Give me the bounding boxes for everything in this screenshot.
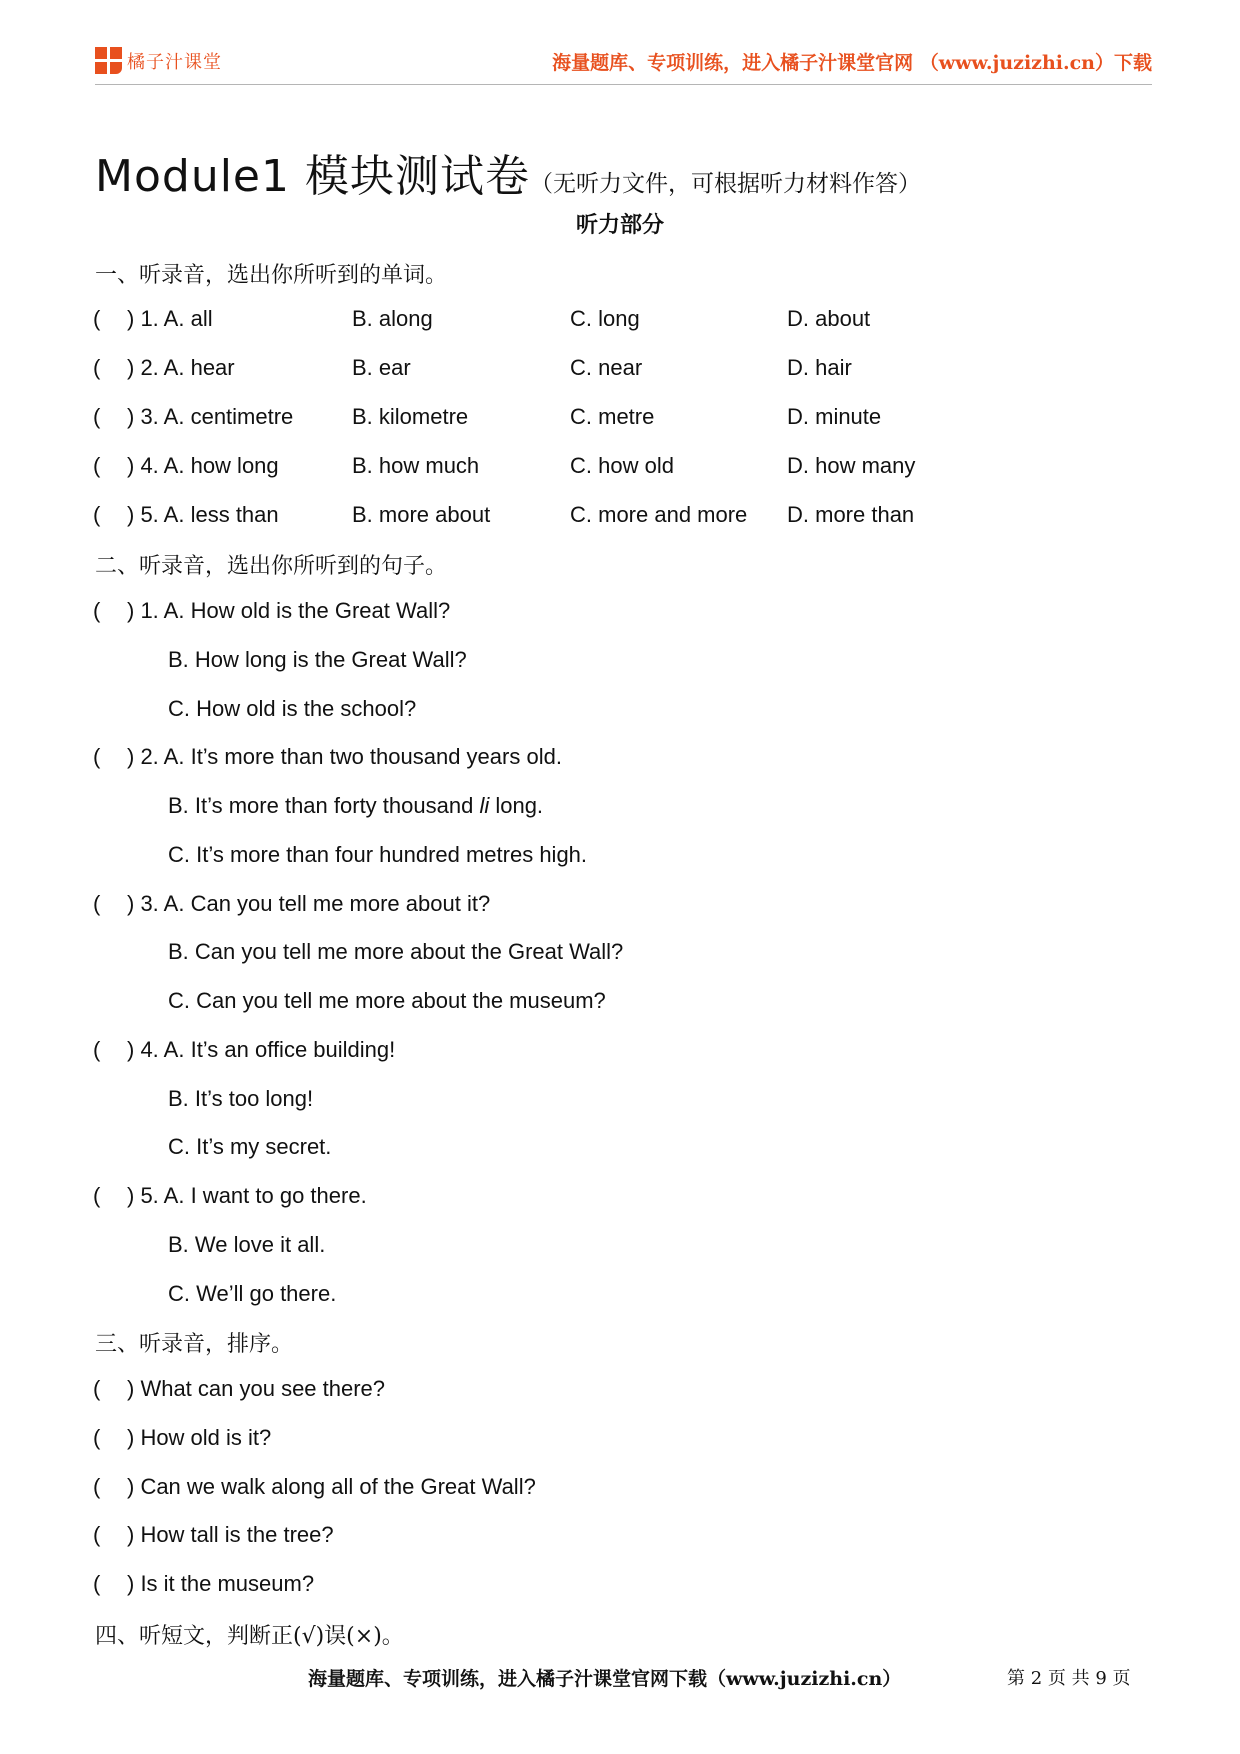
part2-q5-option-c: C. We’ll go there.: [168, 1281, 337, 1306]
part2-q5-option-a: ( ) 5. A. I want to go there.: [93, 1183, 367, 1208]
page-number: 第 2 页 共 9 页: [1007, 1668, 1131, 1689]
part1-question-3: ( ) 3. A. centimetre: [93, 404, 294, 429]
part1-q3-option-c: C. metre: [570, 404, 655, 429]
part1-q3-option-d: D. minute: [787, 404, 882, 429]
part1-q2-option-c: C. near: [570, 355, 643, 380]
page-header: [95, 40, 1152, 85]
page-title: [95, 140, 921, 204]
part1-q5-option-c: C. more and more: [570, 502, 748, 527]
part2-q2-option-b: B. It’s more than forty thousand li long.: [168, 793, 544, 818]
part2-q3-option-b: B. Can you tell me more about the Great Wall?: [168, 939, 624, 964]
header-download-link[interactable]: 海量题库、专项训练，进入橘子汁课堂官网 （www.juzizhi.cn）下载: [552, 52, 1152, 74]
part3-item-3: ( ) Can we walk along all of the Great Wall?: [93, 1474, 536, 1499]
section-heading: 听力部分: [575, 212, 664, 238]
part2-q4-option-b: B. It’s too long!: [168, 1086, 314, 1111]
part3-item-4: ( ) How tall is the tree?: [93, 1522, 334, 1547]
title-subtitle: （无听力文件，可根据听力材料作答）: [529, 171, 921, 197]
part2-q3-option-a: ( ) 3. A. Can you tell me more about it?: [93, 891, 491, 916]
page-footer: [0, 1664, 1240, 1694]
logo-text: 橘子汁课堂: [127, 52, 222, 73]
part2-q2-option-a: ( ) 2. A. It’s more than two thousand years old.: [93, 744, 562, 769]
part1-q5-option-b: B. more about: [352, 502, 491, 527]
part1-question-2: ( ) 2. A. hear: [93, 355, 235, 380]
part1-q5-option-d: D. more than: [787, 502, 915, 527]
part1-q1-option-c: C. long: [570, 306, 640, 331]
part2-q1-option-b: B. How long is the Great Wall?: [168, 647, 467, 672]
part1-q4-option-c: C. how old: [570, 453, 674, 478]
part1-q4-option-d: D. how many: [787, 453, 916, 478]
part1-q1-option-b: B. along: [352, 306, 433, 331]
part1-question-4: ( ) 4. A. how long: [93, 453, 279, 478]
part3-item-2: ( ) How old is it?: [93, 1425, 272, 1450]
part1-q4-option-b: B. how much: [352, 453, 480, 478]
part2-q4-option-a: ( ) 4. A. It’s an office building!: [93, 1037, 396, 1062]
part1-q2-option-d: D. hair: [787, 355, 852, 380]
part3-item-5: ( ) Is it the museum?: [93, 1571, 315, 1596]
part3-heading: 三、听录音，排序。: [95, 1332, 294, 1357]
part1-heading: 一、听录音，选出你所听到的单词。: [95, 263, 448, 288]
part1-q2-option-b: B. ear: [352, 355, 411, 380]
part2-q5-option-b: B. We love it all.: [168, 1232, 326, 1257]
part2-heading: 二、听录音，选出你所听到的句子。: [95, 554, 448, 579]
part4-heading: 四、听短文，判断正(√)误(×)。: [95, 1624, 404, 1649]
logo-squares-icon: [95, 47, 123, 75]
part2-q2-option-c: C. It’s more than four hundred metres high.: [168, 842, 588, 867]
part2-q1-option-a: ( ) 1. A. How old is the Great Wall?: [93, 598, 451, 623]
part2-q3-option-c: C. Can you tell me more about the museum?: [168, 988, 606, 1013]
part1-question-5: ( ) 5. A. less than: [93, 502, 279, 527]
title-main: Module1 模块测试卷: [95, 151, 530, 202]
part1-q1-option-d: D. about: [787, 306, 871, 331]
part2-q1-option-c: C. How old is the school?: [168, 696, 417, 721]
brand-logo[interactable]: [95, 44, 222, 78]
footer-download-link[interactable]: 海量题库、专项训练，进入橘子汁课堂官网下载（www.juzizhi.cn）: [308, 1668, 902, 1690]
part3-item-1: ( ) What can you see there?: [93, 1376, 386, 1401]
part2-q4-option-c: C. It’s my secret.: [168, 1134, 332, 1159]
part1-q3-option-b: B. kilometre: [352, 404, 469, 429]
part1-question-1: ( ) 1. A. all: [93, 306, 213, 331]
